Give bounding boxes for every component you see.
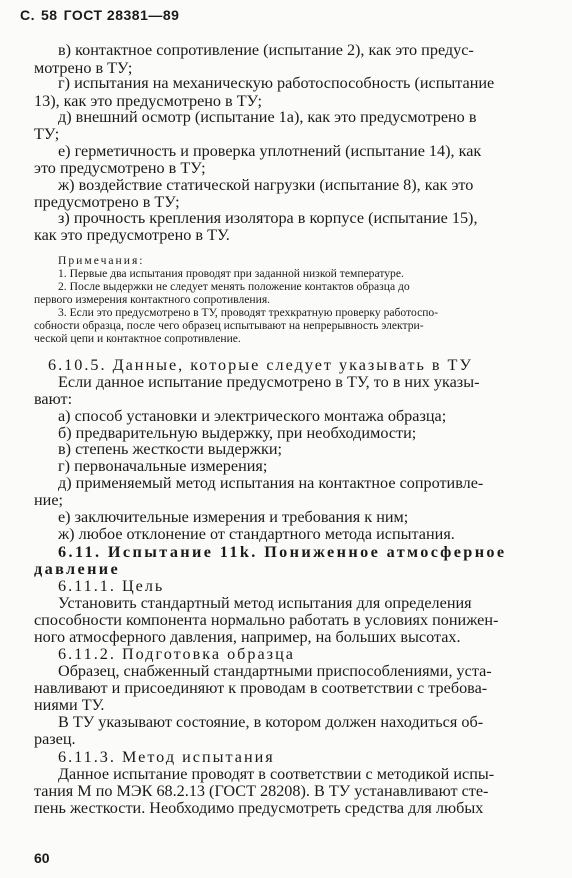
text-line: е) заключительные измерения и требования к ним; <box>58 508 409 526</box>
text-line: ние; <box>34 491 64 509</box>
text-line: ж) воздействие статической нагрузки (испытание 8), как это <box>58 176 474 194</box>
note-line: 3. Если это предусмотрено в ТУ, проводят трехкратную проверку работоспо- <box>58 306 439 319</box>
text-line: мотрено в ТУ; <box>34 59 133 77</box>
text-line: е) герметичность и проверка уплотнений (испытание 14), как <box>58 142 482 160</box>
text-line: ного атмосферного давления, например, на больших высотах. <box>34 628 461 646</box>
page-number: 60 <box>34 850 50 866</box>
note-line: 1. Первые два испытания проводят при заданной низкой температуре. <box>58 267 404 280</box>
text-line: ниями ТУ. <box>34 696 105 714</box>
notes-title: Примечания: <box>58 254 145 267</box>
text-line: а) способ установки и электрического монтажа образца; <box>58 407 447 425</box>
text-line: как это предусмотрено в ТУ. <box>34 226 230 244</box>
text-line: В ТУ указывают состояние, в котором должен находиться об- <box>58 713 484 731</box>
text-line: разец. <box>34 730 76 748</box>
text-line: з) прочность крепления изолятора в корпусе (испытание 15), <box>58 209 478 227</box>
text-line: 13), как это предусмотрено в ТУ; <box>34 92 262 110</box>
text-line: Установить стандартный метод испытания для определения <box>58 594 472 612</box>
note-line: ческой цепи и контактное сопротивление. <box>34 332 241 345</box>
header-page: 58 <box>41 7 58 23</box>
subsection-heading: 6.11.3. Метод испытания <box>58 748 275 766</box>
text-line: предусмотрено в ТУ; <box>34 193 180 211</box>
text-line: Если данное испытание предусмотрено в ТУ, то в них указы- <box>58 373 480 391</box>
text-line: в) контактное сопротивление (испытание 2), как это предус- <box>58 41 474 59</box>
text-line: вают: <box>34 390 73 408</box>
text-line: ТУ; <box>34 125 60 143</box>
text-line: в) степень жесткости выдержки; <box>58 440 283 458</box>
text-line: Данное испытание проводят в соответствии с методикой испы- <box>58 765 495 783</box>
text-line: навливают и присоединяют к проводам в соответствии с требова- <box>34 679 488 697</box>
text-line: г) испытания на механическую работоспособность (испытание <box>58 74 495 92</box>
note-line: первого измерения контактного сопротивления. <box>34 293 271 306</box>
text-line: тания М по МЭК 68.2.13 (ГОСТ 28208). В ТУ устанавливают сте- <box>34 782 489 800</box>
note-line: 2. После выдержки не следует менять положение контактов образца до <box>58 280 410 293</box>
note-line: собности образца, после чего образец испытывают на непрерывность электри- <box>34 319 424 332</box>
section-heading: 6.11. Испытание 11k. Пониженное атмосферное <box>58 543 507 561</box>
text-line: пень жесткости. Необходимо предусмотреть средства для любых <box>34 799 484 817</box>
text-line: это предусмотрено в ТУ; <box>34 159 206 177</box>
text-line: Образец, снабженный стандартными приспособлениями, уста- <box>58 662 492 680</box>
subsection-heading: 6.11.1. Цель <box>58 577 165 595</box>
text-line: б) предварительную выдержку, при необходимости; <box>58 424 417 442</box>
header-standard: ГОСТ 28381—89 <box>63 7 180 23</box>
text-line: д) применяемый метод испытания на контактное сопротивле- <box>58 474 484 492</box>
page-header <box>20 7 185 23</box>
text-line: способности компонента нормально работать в условиях понижен- <box>34 611 499 629</box>
header-section: С. <box>20 7 35 23</box>
text-line: д) внешний осмотр (испытание 1а), как это предусмотрено в <box>58 108 477 126</box>
text-line: г) первоначальные измерения; <box>58 457 268 475</box>
section-heading: 6.10.5. Данные, которые следует указывать в ТУ <box>48 356 473 374</box>
subsection-heading: 6.11.2. Подготовка образца <box>58 645 295 663</box>
text-line: ж) любое отклонение от стандартного метода испытания. <box>58 525 455 543</box>
section-heading-cont: давление <box>34 560 121 578</box>
